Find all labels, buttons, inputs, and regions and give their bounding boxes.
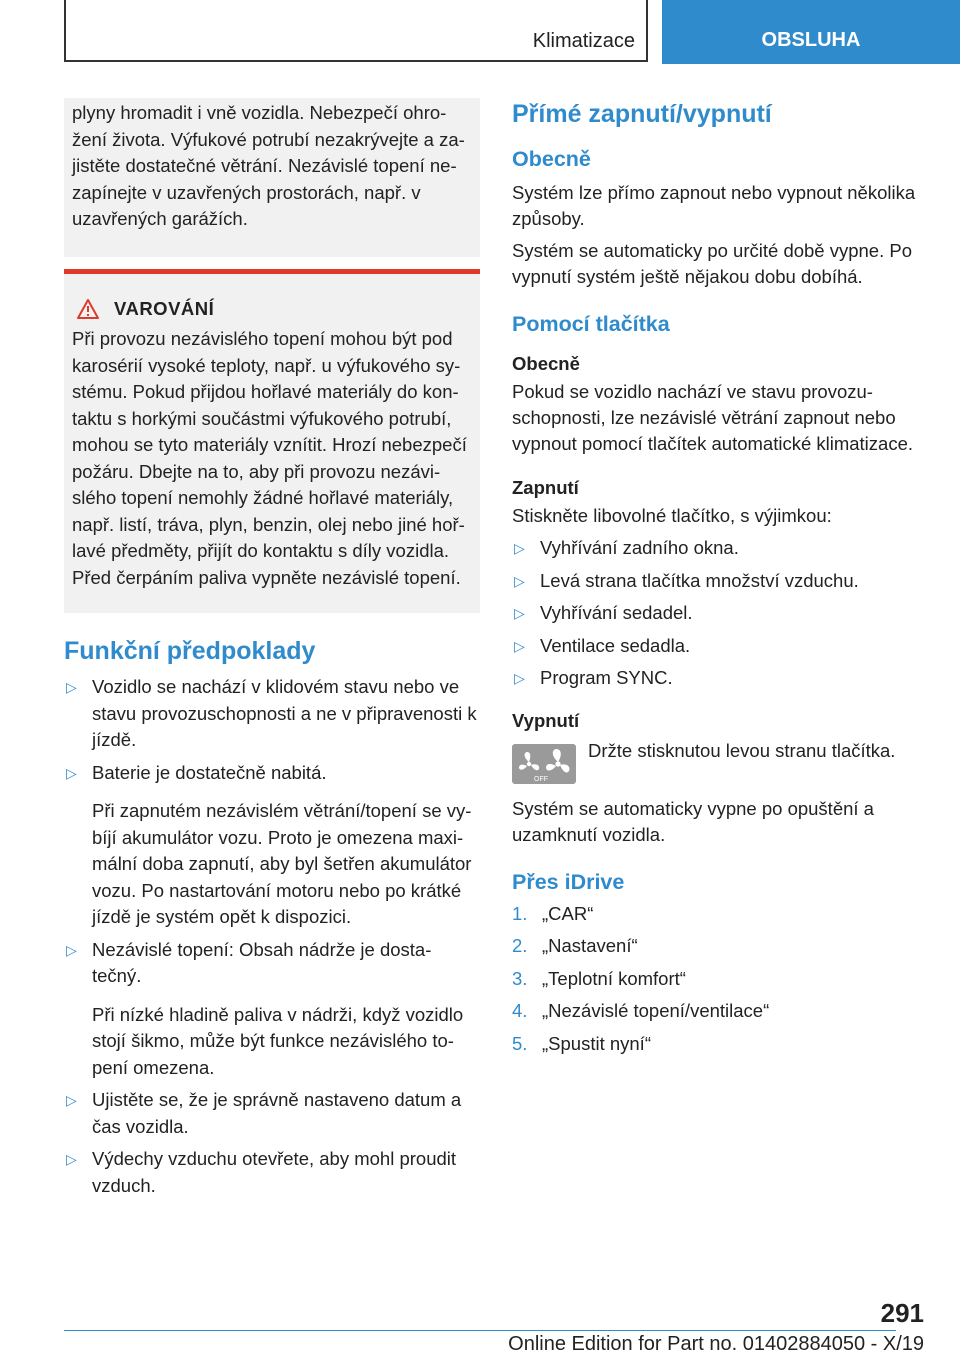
warning-header bbox=[76, 296, 472, 323]
off-auto-text: Systém se automaticky vypne po opuštění a uzamknutí vozidla. bbox=[512, 797, 874, 845]
bullet-triangle-icon: ▷ bbox=[514, 670, 525, 686]
list-item: ▷ Nezávislé topení: Obsah nádrže je dosta‐ tečný. Při nízké hladině paliva v nádrži, když vozidlo stojí šikmo, může být funkce nezávislého to‐ pení omezena. bbox=[64, 937, 480, 1082]
step-number: 3. bbox=[512, 967, 528, 989]
prerequisites-heading: Funkční předpoklady bbox=[64, 637, 316, 665]
chapter-title: Klimatizace bbox=[532, 30, 635, 52]
prerequisites-list bbox=[64, 674, 480, 1199]
list-item: ▷ Ventilace sedadla. bbox=[512, 633, 932, 660]
idrive-steps bbox=[512, 901, 932, 1057]
bullet-triangle-icon: ▷ bbox=[66, 679, 77, 695]
fan-icon bbox=[512, 744, 576, 784]
idrive-heading: Přes iDrive bbox=[512, 869, 625, 894]
general-heading: Obecně bbox=[512, 147, 591, 171]
bullet-triangle-icon: ▷ bbox=[514, 540, 525, 556]
on-text: Stiskněte libovolné tlačítko, s výjimkou: bbox=[512, 505, 832, 526]
warning-triangle-icon bbox=[76, 298, 100, 320]
list-item: ▷ Vyhřívání sedadel. bbox=[512, 600, 932, 627]
footer-divider bbox=[64, 1330, 896, 1331]
list-item-detail: Při zapnutém nezávislém větrání/topení se vy‐ bíjí akumulátor vozu. Proto je omezena maxi‐ mální doba zapnutí, aby byl šetřen akumulátor vozu. Po nastartování motoru nebo po krátké jízdě je systém opět k dispozici. bbox=[92, 800, 472, 927]
warning-continuation-text: plyny hromadit i vně vozidla. Nebezpečí ohro‐ žení života. Výfukové potrubí nezakrývejte a za‐ jistěte dostatečné větrání. Nezávislé topení ne‐ zapínejte v uzavřených prostorách, např. v uzavřených garážích. bbox=[72, 102, 465, 229]
list-item: 1. „CAR“ bbox=[512, 901, 932, 927]
warning-box bbox=[64, 269, 480, 614]
button-heading: Pomocí tlačítka bbox=[512, 312, 670, 336]
list-item: ▷ Baterie je dostatečně nabitá. Při zapnutém nezávislém větrání/topení se vy‐ bíjí akumulátor vozu. Proto je omezena maxi‐ mální doba zapnutí, aby byl šetřen akumulátor vozu. Po nastartování motoru nebo po krátké jízdě je systém opět k dispozici. bbox=[64, 760, 480, 931]
off-heading: Vypnutí bbox=[512, 709, 580, 731]
bullet-triangle-icon: ▷ bbox=[66, 941, 77, 958]
list-item: ▷ Vozidlo se nachází v klidovém stavu nebo ve stavu provozuschopnosti a ne v připravenosti k jízdě. bbox=[66, 676, 477, 750]
step-number: 1. bbox=[512, 902, 528, 924]
bullet-triangle-icon: ▷ bbox=[66, 1151, 77, 1167]
right-column bbox=[512, 100, 932, 1063]
left-column bbox=[64, 98, 480, 1205]
button-general-text: Pokud se vozidlo nachází ve stavu provozu‐ schopnosti, lze nezávislé větrání zapnout nebo vypnout pomocí tlačítek automatické klimatizace. bbox=[512, 381, 914, 454]
page-number: 291 bbox=[880, 1298, 924, 1328]
list-item: 5. „Spustit nyní“ bbox=[512, 1031, 932, 1057]
off-text: Držte stisknutou levou stranu tlačítka. bbox=[588, 739, 896, 761]
exceptions-list bbox=[512, 535, 932, 692]
bullet-triangle-icon: ▷ bbox=[514, 637, 525, 654]
list-item-detail: Při nízké hladině paliva v nádrži, když vozidlo stojí šikmo, může být funkce nezávislého to‐ pení omezena. bbox=[92, 1003, 464, 1078]
list-item: ▷ Levá strana tlačítka množství vzduchu. bbox=[512, 568, 932, 595]
step-number: 4. bbox=[512, 1000, 528, 1021]
step-number: 5. bbox=[512, 1032, 528, 1054]
section-tab[interactable]: OBSLUHA bbox=[662, 0, 960, 64]
off-instruction bbox=[512, 740, 932, 784]
warning-title: VAROVÁNÍ bbox=[114, 297, 215, 319]
step-number: 2. bbox=[512, 935, 528, 956]
bullet-triangle-icon: ▷ bbox=[514, 605, 525, 621]
list-item: 4. „Nezávislé topení/ventilace“ bbox=[512, 998, 932, 1024]
list-item: 3. „Teplotní komfort“ bbox=[512, 966, 932, 992]
button-general-heading: Obecně bbox=[512, 353, 580, 374]
general-text-2: Systém se automaticky po určité době vypne. Po vypnutí systém ještě nějakou dobu dobíhá. bbox=[512, 240, 913, 287]
bullet-triangle-icon: ▷ bbox=[66, 764, 77, 781]
on-heading: Zapnutí bbox=[512, 477, 579, 498]
fan-off-button-icon bbox=[512, 744, 576, 784]
list-item: ▷ Ujistěte se, že je správně nastaveno datum a čas vozidla. bbox=[66, 1089, 462, 1137]
fan-off-label: OFF bbox=[534, 775, 548, 783]
bullet-triangle-icon: ▷ bbox=[66, 1092, 77, 1108]
list-item: ▷ Vyhřívání zadního okna. bbox=[512, 535, 932, 562]
general-text-1: Systém lze přímo zapnout nebo vypnout několika způsoby. bbox=[512, 182, 916, 229]
direct-switch-heading: Přímé zapnutí/vypnutí bbox=[512, 100, 772, 128]
list-item: ▷ Výdechy vzduchu otevřete, aby mohl proudit vzduch. bbox=[66, 1148, 457, 1196]
warning-continuation bbox=[64, 98, 480, 257]
warning-text: Při provozu nezávislého topení mohou být pod karosérií vysoké teploty, např. u výfukového sy‐ stému. Pokud přijdou hořlavé materiály do kon‐ taktu s horkými součástmi výfukového potrubí, mohou se tyto materiály vznítit. Hrozí nebezpečí požáru. Dbejte na to, aby při provozu nezávi‐ slého topení nemohly žádné hořlavé materiály, např. listí, tráva, plyn, benzin, olej nebo jiné hoř‐ lavé předměty, přijít do kontaktu s díly vozidla. Před čerpáním paliva vypněte nezávislé topení. bbox=[72, 328, 467, 588]
list-item: 2. „Nastavení“ bbox=[512, 933, 932, 959]
bullet-triangle-icon: ▷ bbox=[514, 572, 525, 589]
footer-edition: Online Edition for Part no. 01402884050 - X/19 bbox=[508, 1333, 924, 1355]
list-item: ▷ Program SYNC. bbox=[512, 665, 932, 692]
